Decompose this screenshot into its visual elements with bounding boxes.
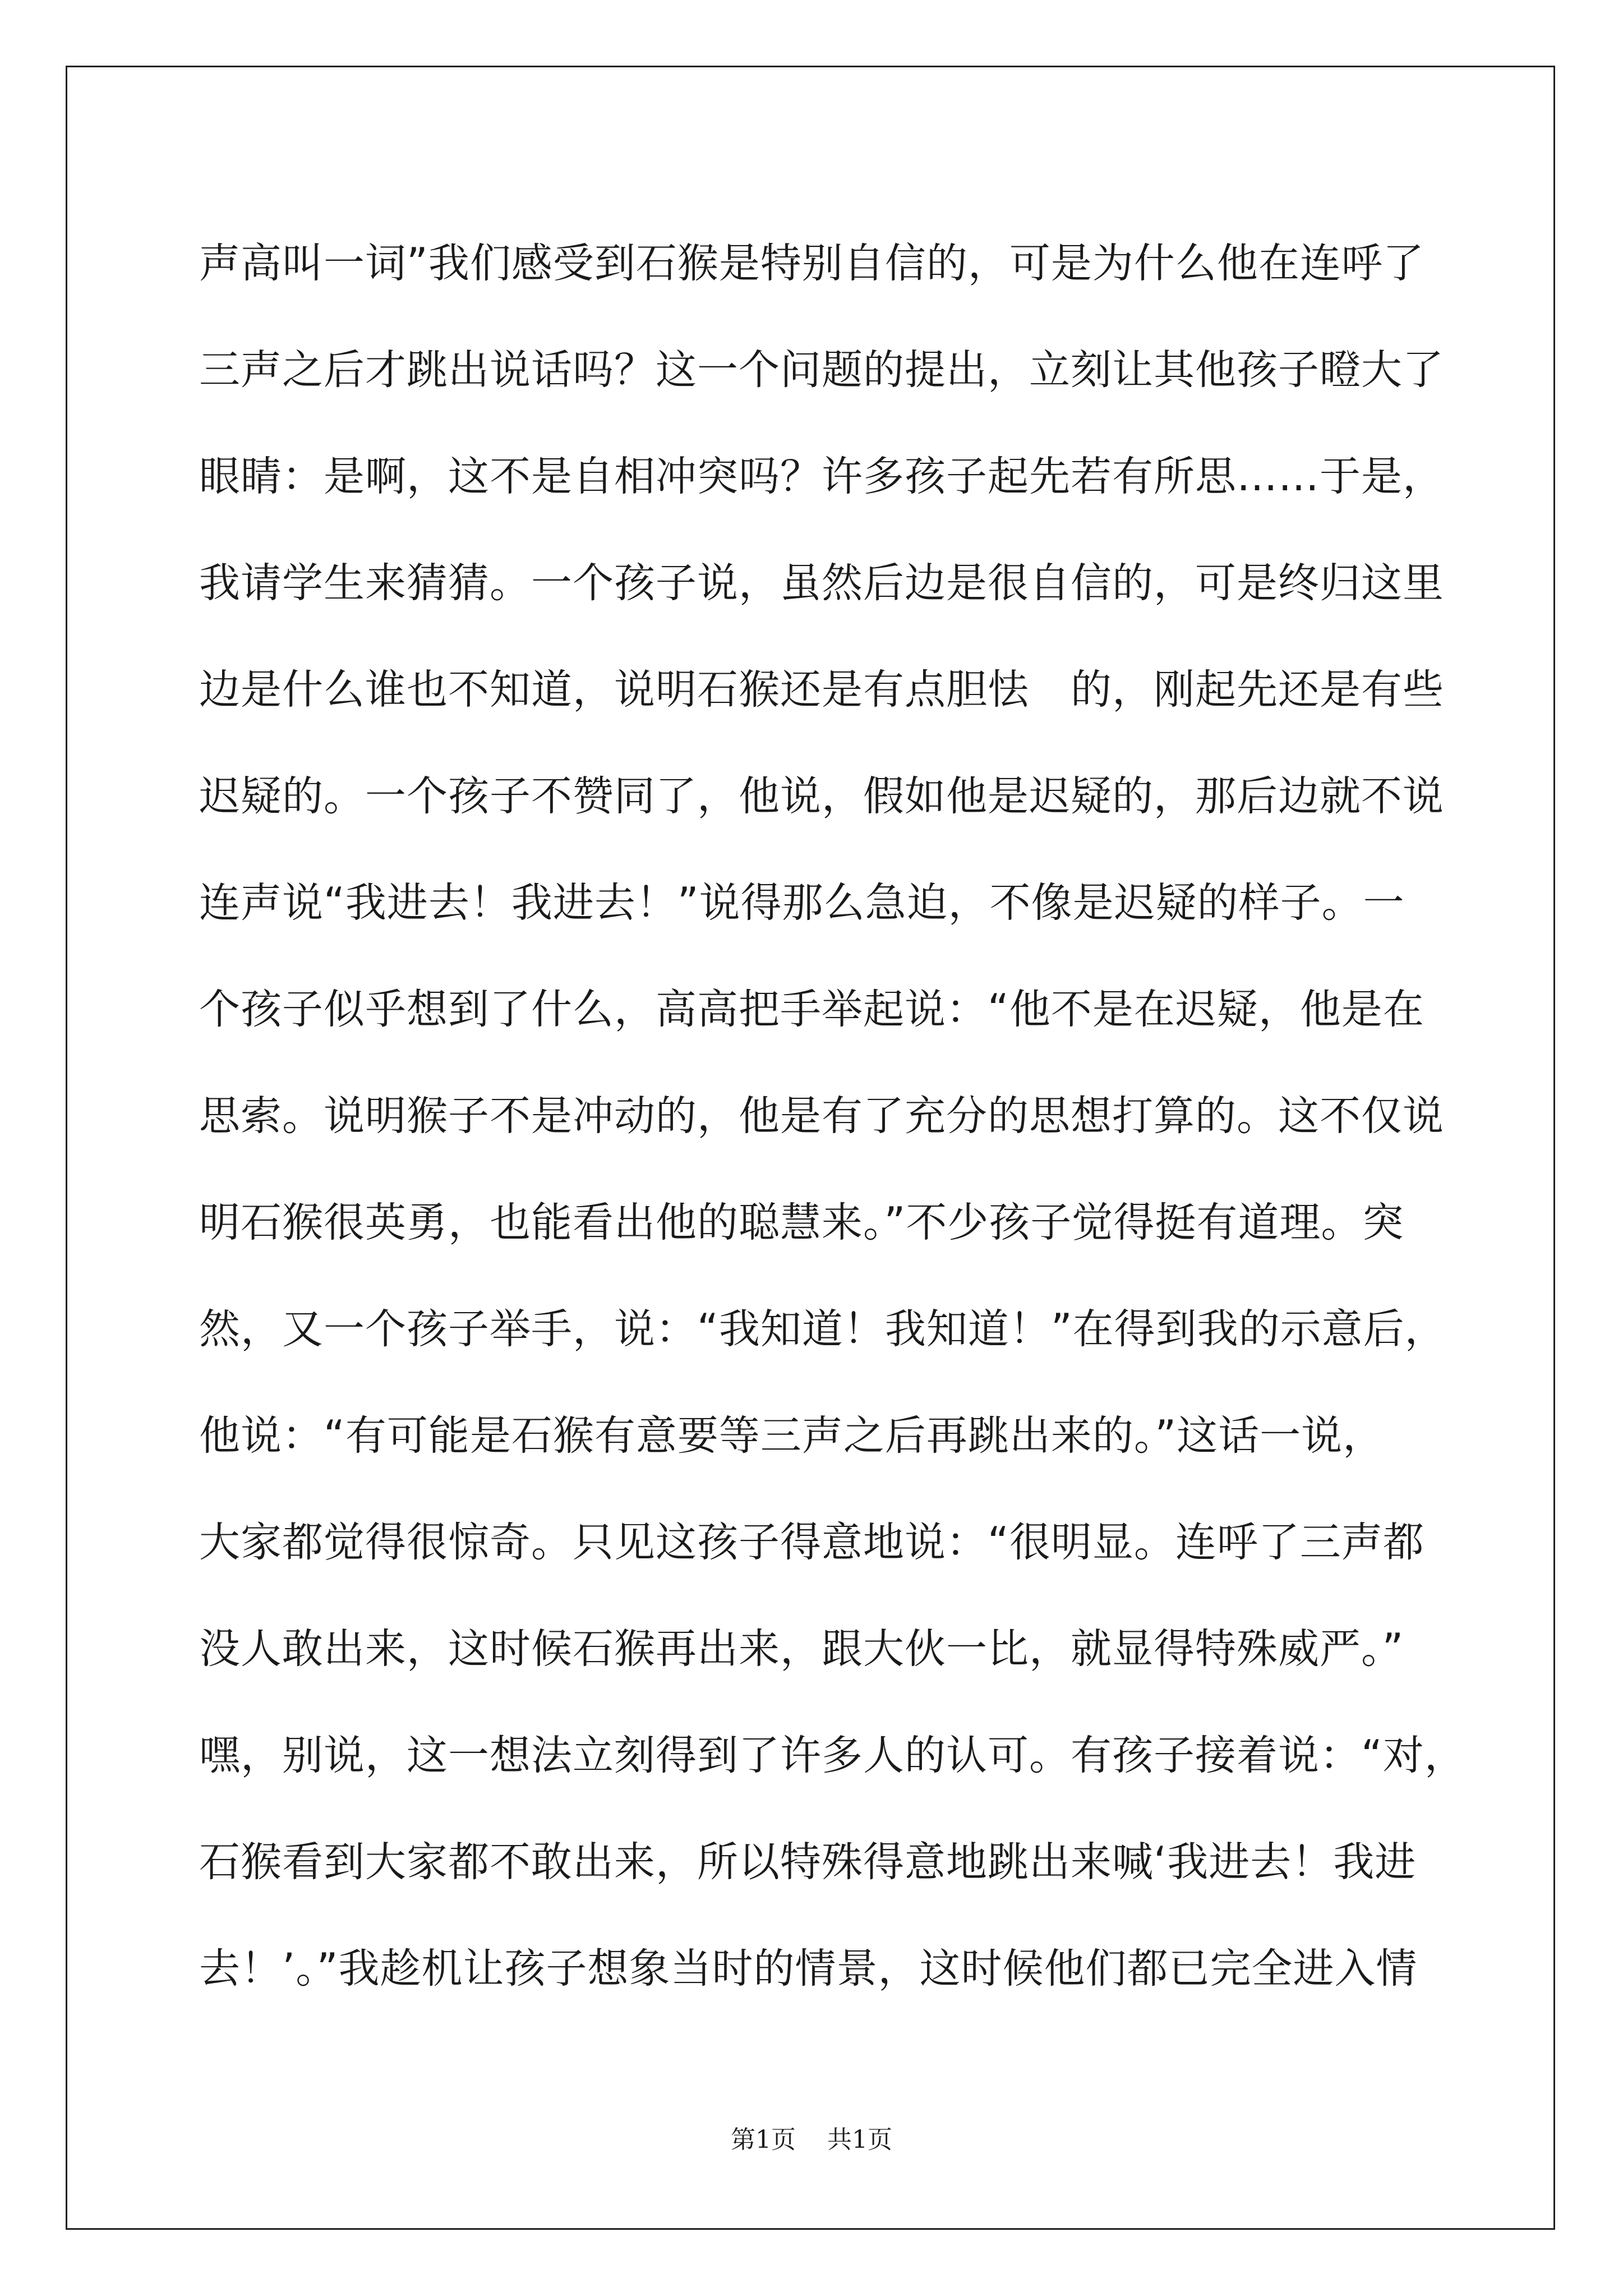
text-line: 大家都觉得很惊奇。只见这孩子得意地说：“很明显。连呼了三声都 <box>199 1519 1424 1566</box>
text-line: 没人敢出来，这时候石猴再出来，跟大伙一比，就显得特殊威严。” <box>199 1625 1404 1673</box>
text-line: 声高叫一词”我们感受到石猴是特别自信的，可是为什么他在连呼了 <box>199 240 1424 287</box>
text-line: 嘿，别说，这一想法立刻得到了许多人的认可。有孩子接着说：“对， <box>199 1732 1466 1779</box>
text-line: 他说：“有可能是石猴有意要等三声之后再跳出来的。”这话一说， <box>199 1412 1385 1460</box>
text-line: 明石猴很英勇，也能看出他的聪慧来。”不少孩子觉得挺有道理。突 <box>199 1199 1404 1246</box>
text-line: 去！’。”我趁机让孩子想象当时的情景，这时候他们都已完全进入情 <box>199 1945 1418 1993</box>
text-line: 个孩子似乎想到了什么，高高把手举起说：“他不是在迟疑，他是在 <box>199 986 1424 1033</box>
page-footer <box>0 2119 1623 2155</box>
text-line: 然，又一个孩子举手，说：“我知道！我知道！”在得到我的示意后， <box>199 1305 1446 1353</box>
document-body <box>199 210 1466 2022</box>
text-line: 思索。说明猴子不是冲动的，他是有了充分的思想打算的。这不仅说 <box>199 1092 1444 1140</box>
page-number: 第1页 <box>731 2125 796 2154</box>
text-line: 我请学生来猜猜。一个孩子说，虽然后边是很自信的，可是终归这里 <box>199 559 1444 607</box>
text-line: 三声之后才跳出说话吗？这一个问题的提出，立刻让其他孩子瞪大了 <box>199 346 1444 394</box>
text-line: 石猴看到大家都不敢出来，所以特殊得意地跳出来喊‘我进去！我进 <box>199 1838 1417 1886</box>
page-total: 共1页 <box>827 2125 892 2154</box>
text-line: 边是什么谁也不知道，说明石猴还是有点胆怯 的，刚起先还是有些 <box>199 666 1444 714</box>
text-line: 连声说“我进去！我进去！”说得那么急迫，不像是迟疑的样子。一 <box>199 879 1405 927</box>
text-line: 迟疑的。一个孩子不赞同了，他说，假如他是迟疑的，那后边就不说 <box>199 772 1444 820</box>
text-line: 眼睛：是啊，这不是自相冲突吗？许多孩子起先若有所思……于是， <box>199 453 1444 500</box>
